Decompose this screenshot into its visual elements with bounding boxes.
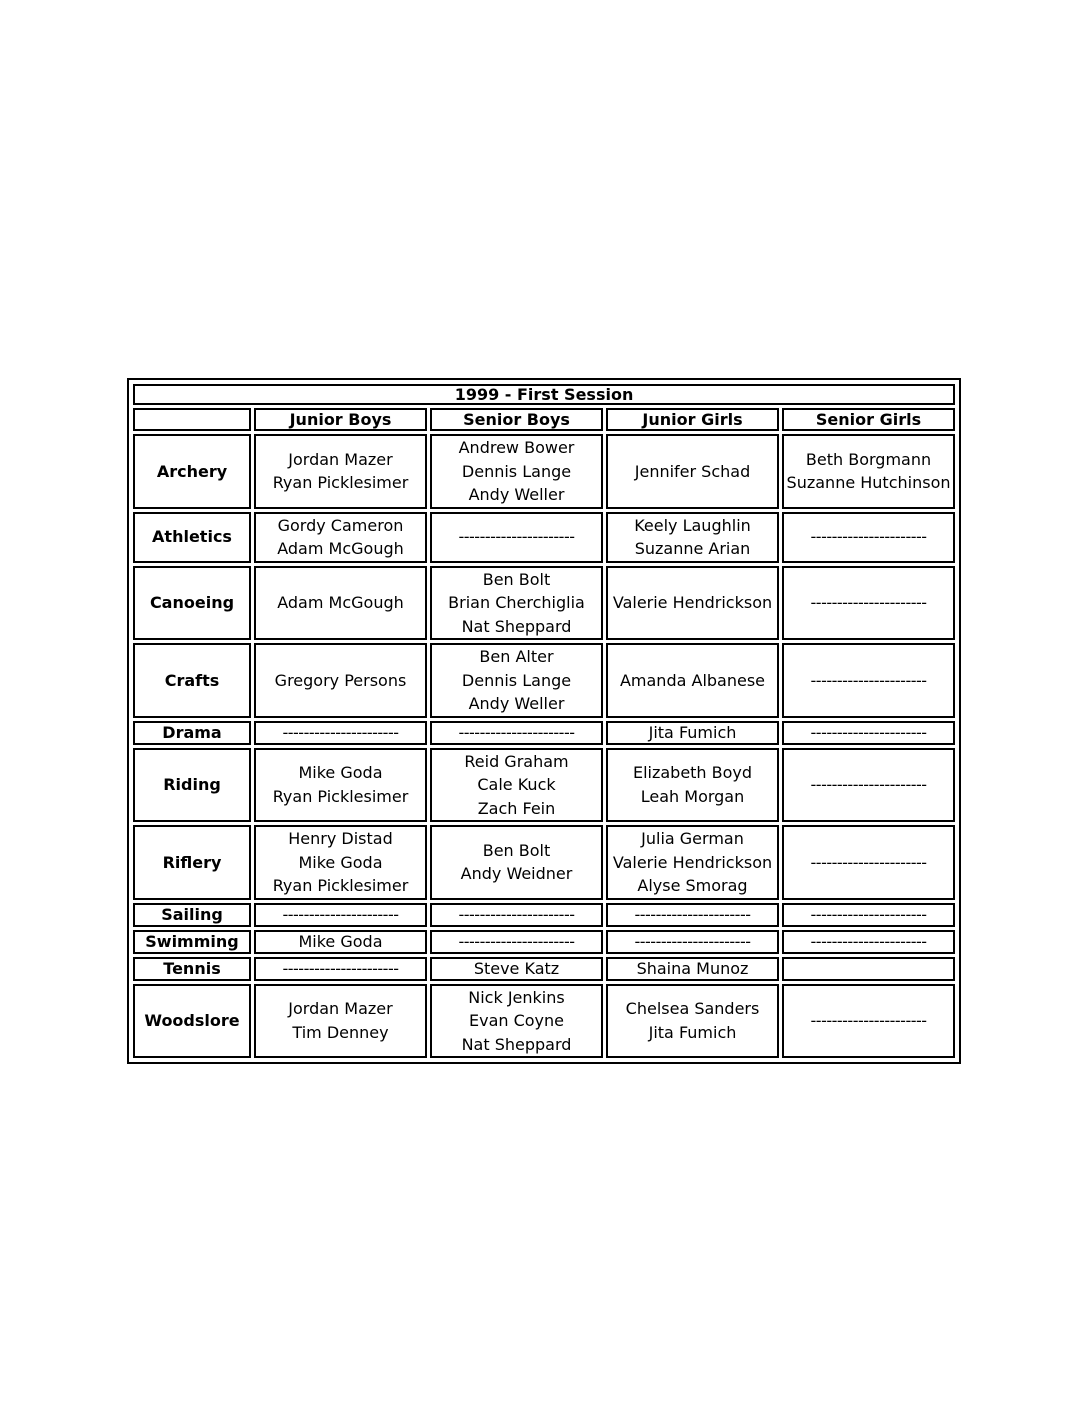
camper-name: Nat Sheppard	[461, 1034, 572, 1054]
camper-name: Julia German	[641, 829, 744, 848]
empty-placeholder: ----------------------	[810, 723, 927, 742]
empty-placeholder: ----------------------	[810, 1011, 927, 1030]
cell-senior-girls	[782, 984, 955, 1059]
empty-placeholder: ----------------------	[810, 670, 927, 690]
camper-name: Jordan Mazer	[288, 999, 393, 1019]
cell-junior-boys	[254, 512, 427, 563]
camper-name: Suzanne Hutchinson	[786, 473, 951, 493]
title-row	[133, 384, 955, 405]
table-row	[133, 903, 955, 927]
camper-name: Suzanne Arian	[634, 539, 751, 558]
column-header-senior-boys: Senior Boys	[430, 408, 603, 431]
cell-senior-boys	[430, 434, 603, 509]
camper-name: Gregory Persons	[274, 670, 407, 690]
camper-name: Mike Goda	[298, 932, 383, 951]
cell-junior-girls	[606, 566, 779, 641]
empty-placeholder: ----------------------	[634, 905, 751, 924]
table-row	[133, 748, 955, 823]
table-row	[133, 930, 955, 954]
camper-name: Zach Fein	[477, 798, 556, 818]
empty-placeholder: ----------------------	[458, 723, 575, 742]
activity-label: Swimming	[133, 930, 251, 954]
camper-name: Henry Distad	[288, 829, 393, 848]
cell-junior-boys	[254, 643, 427, 718]
activity-label: Woodslore	[133, 984, 251, 1059]
cell-junior-girls	[606, 512, 779, 563]
table-row	[133, 643, 955, 718]
camper-name: Ben Alter	[479, 647, 554, 666]
table-row	[133, 512, 955, 563]
cell-senior-boys	[430, 903, 603, 927]
empty-placeholder: ----------------------	[458, 527, 575, 547]
camper-name: Tim Denney	[292, 1022, 389, 1042]
corner-header-cell	[133, 408, 251, 431]
cell-junior-boys	[254, 930, 427, 954]
empty-placeholder: ----------------------	[810, 852, 927, 872]
cell-senior-boys	[430, 566, 603, 641]
camper-name: Jordan Mazer	[288, 449, 393, 469]
camper-name: Jennifer Schad	[634, 461, 751, 481]
camper-name: Shaina Munoz	[636, 959, 749, 978]
camper-name: Cale Kuck	[477, 775, 556, 794]
empty-placeholder: ----------------------	[282, 905, 399, 924]
camper-name: Ben Bolt	[482, 840, 551, 860]
camper-name: Reid Graham	[464, 751, 569, 771]
camper-name: Andy Weller	[468, 485, 565, 504]
cell-senior-girls	[782, 930, 955, 954]
camper-name: Nick Jenkins	[468, 987, 565, 1007]
camper-name: Ryan Picklesimer	[272, 876, 409, 895]
camper-name: Gordy Cameron	[277, 515, 404, 535]
cell-senior-girls	[782, 643, 955, 718]
cell-junior-boys	[254, 721, 427, 745]
activity-label: Athletics	[133, 512, 251, 563]
cell-junior-boys	[254, 957, 427, 981]
activity-label: Tennis	[133, 957, 251, 981]
camper-name: Dennis Lange	[461, 670, 572, 690]
empty-placeholder: ----------------------	[810, 593, 927, 612]
empty-placeholder: ----------------------	[634, 932, 751, 951]
camper-name: Dennis Lange	[461, 461, 572, 481]
activity-label: Drama	[133, 721, 251, 745]
camper-name: Ryan Picklesimer	[272, 473, 409, 493]
table-row	[133, 434, 955, 509]
cell-junior-boys	[254, 566, 427, 641]
table-row	[133, 721, 955, 745]
activity-label: Archery	[133, 434, 251, 509]
column-header-junior-girls: Junior Girls	[606, 408, 779, 431]
cell-junior-girls	[606, 748, 779, 823]
cell-senior-boys	[430, 930, 603, 954]
camper-name: Mike Goda	[298, 852, 383, 872]
cell-junior-girls	[606, 721, 779, 745]
cell-senior-boys	[430, 748, 603, 823]
cell-junior-boys	[254, 434, 427, 509]
cell-senior-girls	[782, 825, 955, 900]
empty-placeholder: ----------------------	[458, 932, 575, 951]
camper-name: Jita Fumich	[648, 1022, 737, 1042]
cell-junior-boys	[254, 984, 427, 1059]
column-header-senior-girls: Senior Girls	[782, 408, 955, 431]
camper-name: Alyse Smorag	[637, 876, 748, 895]
cell-junior-girls	[606, 434, 779, 509]
camper-name: Mike Goda	[298, 763, 383, 783]
camper-name: Adam McGough	[277, 593, 404, 612]
header-row	[133, 408, 955, 431]
camper-name: Adam McGough	[277, 539, 404, 558]
cell-senior-boys	[430, 512, 603, 563]
activity-label: Crafts	[133, 643, 251, 718]
cell-senior-boys	[430, 721, 603, 745]
cell-senior-girls	[782, 434, 955, 509]
activity-label: Riflery	[133, 825, 251, 900]
table-title: 1999 - First Session	[133, 384, 955, 405]
camper-name: Beth Borgmann	[805, 449, 932, 469]
cell-junior-girls	[606, 957, 779, 981]
cell-senior-boys	[430, 643, 603, 718]
camper-name: Ben Bolt	[482, 569, 551, 589]
cell-senior-girls	[782, 721, 955, 745]
cell-junior-boys	[254, 825, 427, 900]
cell-senior-boys	[430, 957, 603, 981]
camper-name: Ryan Picklesimer	[272, 786, 409, 806]
table-row	[133, 566, 955, 641]
table-row	[133, 825, 955, 900]
camper-name: Andy Weidner	[460, 864, 573, 884]
camper-name: Andrew Bower	[458, 438, 575, 457]
camper-name: Steve Katz	[473, 959, 560, 978]
cell-junior-boys	[254, 748, 427, 823]
cell-junior-girls	[606, 930, 779, 954]
camper-name: Chelsea Sanders	[625, 999, 760, 1019]
camper-name: Andy Weller	[468, 694, 565, 713]
cell-senior-girls	[782, 957, 955, 981]
session-roster-table	[130, 381, 958, 1061]
cell-senior-girls	[782, 566, 955, 641]
camper-name: Amanda Albanese	[619, 670, 766, 690]
empty-placeholder: ----------------------	[810, 905, 927, 924]
table-row	[133, 957, 955, 981]
camper-name: Brian Cherchiglia	[448, 593, 585, 612]
cell-senior-girls	[782, 748, 955, 823]
cell-senior-girls	[782, 512, 955, 563]
activity-label: Sailing	[133, 903, 251, 927]
activity-label: Riding	[133, 748, 251, 823]
empty-placeholder: ----------------------	[458, 905, 575, 924]
camper-name: Nat Sheppard	[461, 616, 572, 636]
column-header-junior-boys: Junior Boys	[254, 408, 427, 431]
empty-placeholder: ----------------------	[810, 527, 927, 547]
roster-sheet	[127, 378, 961, 1064]
camper-name: Evan Coyne	[468, 1011, 565, 1030]
empty-placeholder: ----------------------	[282, 959, 399, 978]
empty-placeholder: ----------------------	[282, 723, 399, 742]
cell-junior-girls	[606, 903, 779, 927]
camper-name: Jita Fumich	[648, 723, 737, 742]
cell-junior-girls	[606, 984, 779, 1059]
cell-senior-girls	[782, 903, 955, 927]
cell-senior-boys	[430, 984, 603, 1059]
empty-placeholder: ----------------------	[810, 775, 927, 794]
empty-placeholder: ----------------------	[810, 932, 927, 951]
camper-name: Valerie Hendrickson	[612, 593, 773, 612]
cell-junior-girls	[606, 825, 779, 900]
cell-junior-girls	[606, 643, 779, 718]
camper-name: Elizabeth Boyd	[632, 763, 753, 783]
cell-senior-boys	[430, 825, 603, 900]
cell-junior-boys	[254, 903, 427, 927]
camper-name: Leah Morgan	[640, 786, 745, 806]
table-row	[133, 984, 955, 1059]
camper-name: Valerie Hendrickson	[612, 852, 773, 872]
camper-name: Keely Laughlin	[634, 515, 751, 535]
activity-label: Canoeing	[133, 566, 251, 641]
